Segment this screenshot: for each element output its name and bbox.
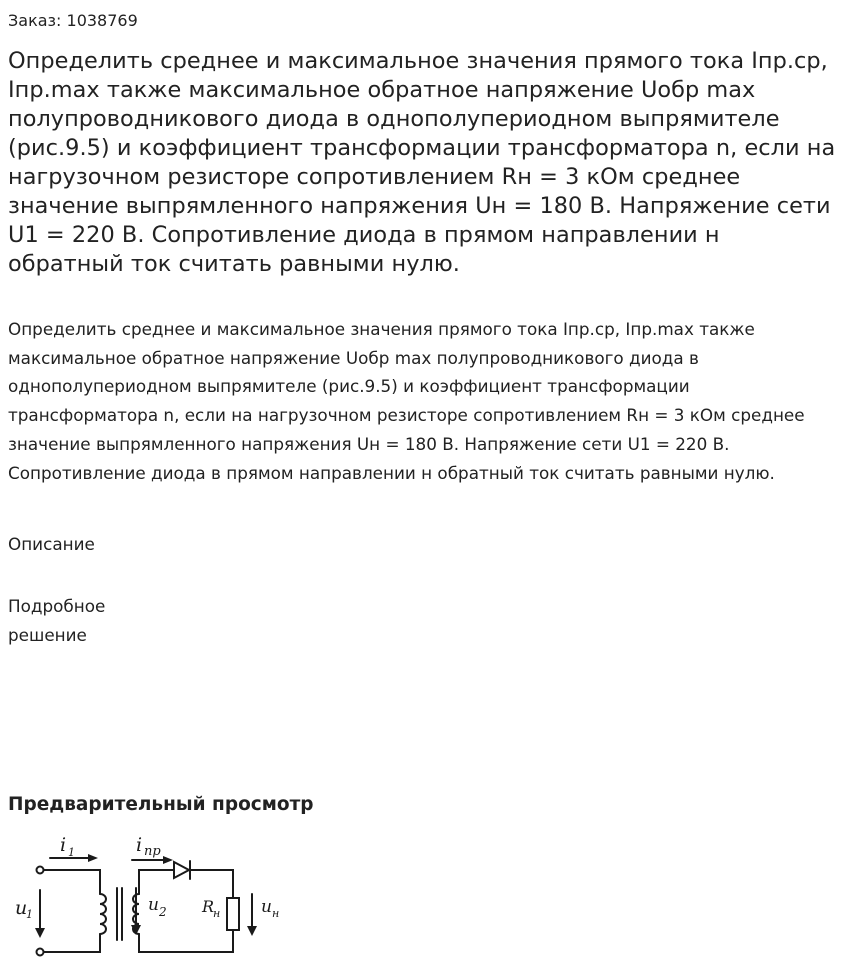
label-un: u <box>261 897 272 917</box>
label-u2-sub: 2 <box>159 905 167 919</box>
secondary-wire-top <box>139 870 174 894</box>
label-un-sub: н <box>272 907 280 920</box>
label-rn-sub: н <box>213 907 221 920</box>
label-rn: R <box>202 897 215 916</box>
input-terminal-top <box>37 867 44 874</box>
diode-icon <box>174 862 189 878</box>
secondary-wire-bottom <box>139 930 233 952</box>
ipr-arrowhead-icon <box>163 856 173 864</box>
un-arrowhead-icon <box>247 926 257 936</box>
order-number: Заказ: 1038769 <box>8 11 138 30</box>
task-headline: Определить среднее и максимальное значения прямого тока Iпр.ср, Iпр.max также максимальное обратное напряжение Uобр max полупроводникового диода в однополупериодном выпрямителе (рис.9.5) и коэффициент трансформации трансформатора n, если на нагрузочном резисторе сопротивлением Rн = 3 кОм среднее значение выпрямленного напряжения Uн = 180 В. Напряжение сети U1 = 220 В. Сопротивление диода в прямом направлении н обратный ток считать равными нулю. <box>8 48 836 277</box>
label-i1-sub: 1 <box>68 846 75 859</box>
label-u2: u <box>148 895 159 915</box>
load-resistor-icon <box>227 898 239 930</box>
load-wire-top <box>190 870 233 898</box>
preview-title: Предварительный просмотр <box>8 794 314 815</box>
primary-wire-bottom <box>44 934 100 952</box>
description-label: Описание <box>8 534 95 554</box>
label-ipr: i <box>136 834 143 856</box>
input-terminal-bottom <box>37 949 44 956</box>
label-ipr-sub: пр <box>144 844 161 859</box>
primary-wire-top <box>44 870 100 894</box>
rectifier-circuit-diagram <box>8 826 298 962</box>
i1-arrowhead-icon <box>88 854 98 862</box>
primary-winding <box>100 894 106 934</box>
label-u1-sub: 1 <box>26 908 33 921</box>
u1-arrowhead-icon <box>35 928 45 938</box>
solution-label: Подробное решение <box>8 596 106 645</box>
label-i1: i <box>60 834 67 856</box>
label-u1: u <box>15 897 28 919</box>
task-body: Определить среднее и максимальное значения прямого тока Iпр.ср, Iпр.max также максимальное обратное напряжение Uобр max полупроводникового диода в однополупериодном выпрямителе (рис.9.5) и коэффициент трансформации трансформатора n, если на нагрузочном резисторе сопротивлением Rн = 3 кОм среднее значение выпрямленного напряжения Uн = 180 В. Напряжение сети U1 = 220 В. Сопротивление диода в прямом направлении н обратный ток считать равными нулю. <box>8 319 805 483</box>
